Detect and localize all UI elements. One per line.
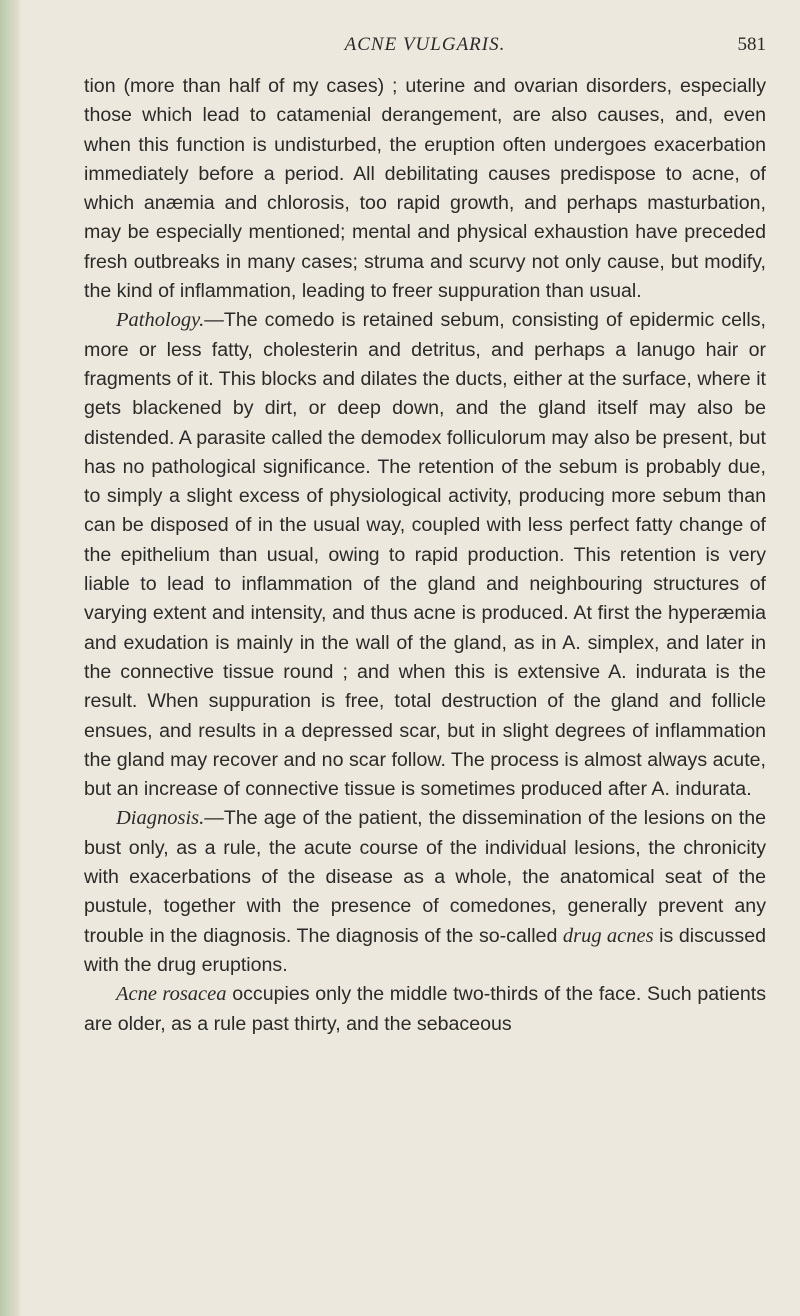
paragraph-pathology-text: —The comedo is retained sebum, consisting of epidermic cells, more or less fatty, cholesterin and detritus, and perhaps a lanugo hair or fragments of it. This blocks and dilates the ducts, either at the surface, where it gets blackened by dirt, or deep down, and the gland itself may also be distended. A parasite called the demodex folliculorum may also be present, but has no pathological significance. The retention of the sebum is probably due, to simply a slight excess of physiological activity, producing more sebum than can be disposed of in the usual way, coupled with less perfect fatty change of the epithelium than usual, owing to rapid production. This retention is very liable to lead to inflammation of the gland and neighbouring structures of varying extent and intensity, and thus acne is produced. At first the hyperæmia and exudation is mainly in the wall of the gland, as in A. simplex, and later in the connective tissue round ; and when this is extensive A. indurata is the result. When suppuration is free, total destruction of the gland and follicle ensues, and results in a depressed scar, but in slight degrees of inflammation the gland may recover and no scar follow. The process is almost always acute, but an increase of connective tissue is sometimes produced after A. indurata. — [84, 309, 766, 801]
term-acne-rosacea: Acne rosacea — [116, 983, 227, 1006]
paragraph-diagnosis-text: —The age of the patient, the dissemination of the lesions on the bust only, as a rule, the acute course of the individual lesions, the chronicity with exacerbations of the disease as a whole, the anatomical seat of the pustule, together with the presence of comedones, generally prevent any trouble in the diagnosis. The diagnosis of the so-called — [84, 807, 766, 947]
body-text — [84, 72, 766, 1039]
paragraph-acne-rosacea — [84, 980, 766, 1039]
term-drug-acnes: drug acnes — [562, 924, 654, 947]
section-heading-diagnosis: Diagnosis. — [116, 807, 205, 830]
paragraph-acne-rosacea-text: occupies only the middle two-thirds of the face. Such patients are older, as a rule past thirty, and the sebaceous — [84, 983, 766, 1035]
paragraph-diagnosis — [84, 804, 766, 980]
paragraph-causes-text: tion (more than half of my cases) ; uterine and ovarian disorders, especially those which lead to catamenial derangement, are also causes, and, even when this function is undisturbed, the eruption often undergoes exacerbation immediately before a period. All debilitating causes predispose to acne, of which anæmia and chlorosis, too rapid growth, and perhaps masturbation, may be especially mentioned; mental and physical exhaustion have preceded fresh outbreaks in many cases; struma and scurvy not only cause, but modify, the kind of inflammation, leading to freer suppuration than usual. — [84, 75, 766, 303]
paragraph-pathology — [84, 306, 766, 804]
section-heading-pathology: Pathology. — [116, 309, 205, 332]
running-title: ACNE VULGARIS. — [344, 34, 506, 55]
paragraph-causes — [84, 72, 766, 306]
book-spine-shadow — [0, 0, 22, 1316]
running-header — [84, 32, 766, 72]
paragraph-diagnosis-text-end: is discussed with the drug eruptions. — [84, 924, 766, 976]
book-page — [84, 32, 766, 1292]
page-number: 581 — [737, 34, 766, 55]
